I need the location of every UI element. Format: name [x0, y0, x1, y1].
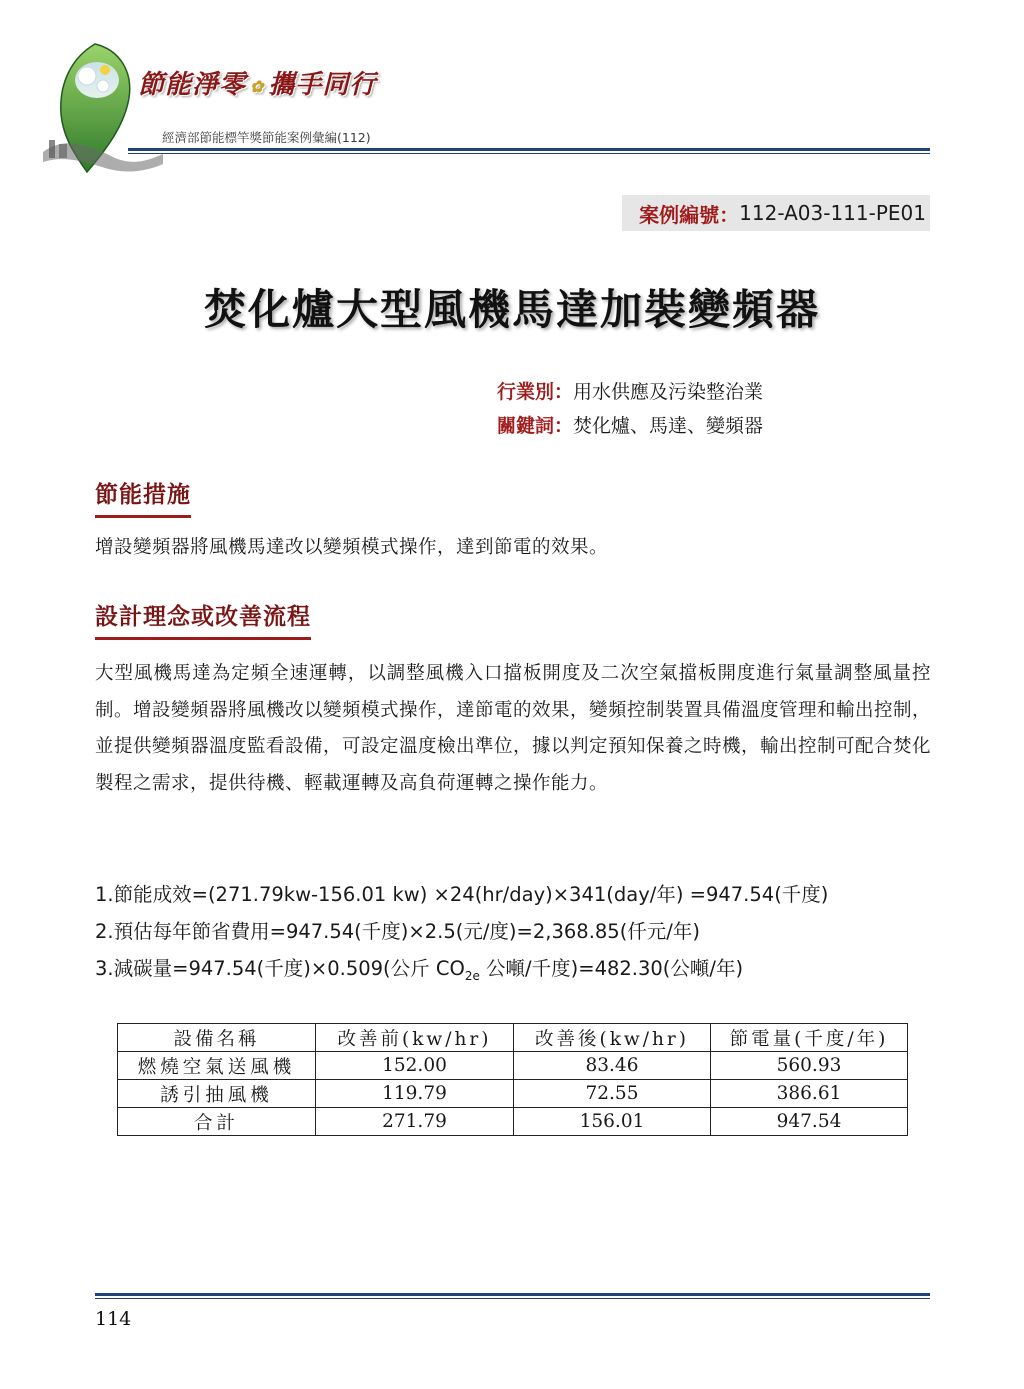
- header-rule: [128, 148, 930, 151]
- page-number: 114: [95, 1308, 132, 1330]
- slogan: [138, 64, 376, 101]
- table-cell: 386.61: [711, 1080, 908, 1108]
- table-cell: 560.93: [711, 1052, 908, 1080]
- table-cell: 72.55: [514, 1080, 711, 1108]
- slogan-right: 攜手同行: [268, 70, 377, 100]
- case-number-label: 案例編號：: [639, 202, 740, 227]
- slogan-left: 節能淨零: [138, 70, 247, 100]
- table-header-row: [118, 1024, 908, 1052]
- table-cell: 947.54: [711, 1108, 908, 1136]
- table-cell: 83.46: [514, 1052, 711, 1080]
- calculation-savings: 1.節能成效=(271.79kw-156.01 kw) ×24(hr/day)×341(day/年) =947.54(千度): [95, 883, 829, 906]
- table-row: [118, 1052, 908, 1080]
- table-cell: 271.79: [316, 1108, 514, 1136]
- industry-label: 行業別：: [497, 381, 574, 403]
- table-cell: 156.01: [514, 1108, 711, 1136]
- table-cell: 燃燒空氣送風機: [118, 1052, 316, 1080]
- table-header-cell: 改善前(kw/hr): [316, 1024, 514, 1052]
- table-cell: 119.79: [316, 1080, 514, 1108]
- measures-paragraph: 增設變頻器將風機馬達改以變頻模式操作，達到節電的效果。: [95, 537, 609, 558]
- carbon-before: 3.減碳量=947.54(千度)×0.509(公斤 CO: [95, 957, 465, 980]
- compilation-title: 經濟部節能標竿獎節能案例彙編(112): [162, 130, 371, 145]
- keywords-value: 焚化爐、馬達、變頻器: [573, 415, 764, 437]
- savings-table: [117, 1023, 908, 1136]
- table-cell: 合計: [118, 1108, 316, 1136]
- section-heading-design: 設計理念或改善流程: [95, 598, 311, 640]
- table-row: [118, 1108, 908, 1136]
- calculation-cost: 2.預估每年節省費用=947.54(千度)×2.5(元/度)=2,368.85(仟元/年): [95, 920, 700, 943]
- carbon-after: 公噸/千度)=482.30(公噸/年): [479, 957, 744, 980]
- industry-value: 用水供應及污染整治業: [573, 381, 764, 403]
- table-cell: 152.00: [316, 1052, 514, 1080]
- section-heading-measures: 節能措施: [95, 476, 191, 518]
- carbon-subscript: 2e: [464, 968, 480, 983]
- industry-line: [497, 377, 763, 404]
- table-header-cell: 改善後(kw/hr): [514, 1024, 711, 1052]
- keywords-label: 關鍵詞：: [497, 415, 574, 437]
- calculation-carbon: [95, 953, 743, 983]
- taiwan-island-dandelion-logo-icon: [25, 40, 165, 180]
- case-number-value: 112-A03-111-PE01: [739, 201, 926, 225]
- flower-icon: ✿: [250, 76, 265, 96]
- header-rule-thin: [128, 153, 930, 154]
- case-number-box: [622, 195, 930, 231]
- table-header-cell: 節電量(千度/年): [711, 1024, 908, 1052]
- keywords-line: [497, 411, 763, 438]
- footer-rule: [95, 1293, 930, 1296]
- design-paragraph: 大型風機馬達為定頻全速運轉，以調整風機入口擋板開度及二次空氣擋板開度進行氣量調整風量控制。增設變頻器將風機改以變頻模式操作，達節電的效果，變頻控制裝置具備溫度管理和輸出控制，並提供變頻器溫度監看設備，可設定溫度檢出準位，據以判定預知保養之時機，輸出控制可配合焚化製程之需求，提供待機、輕載運轉及高負荷運轉之操作能力。: [95, 663, 932, 794]
- page-title: 焚化爐大型風機馬達加裝變頻器: [203, 285, 820, 334]
- footer-rule-thin: [95, 1298, 930, 1299]
- table-row: [118, 1080, 908, 1108]
- table-cell: 誘引抽風機: [118, 1080, 316, 1108]
- table-header-cell: 設備名稱: [118, 1024, 316, 1052]
